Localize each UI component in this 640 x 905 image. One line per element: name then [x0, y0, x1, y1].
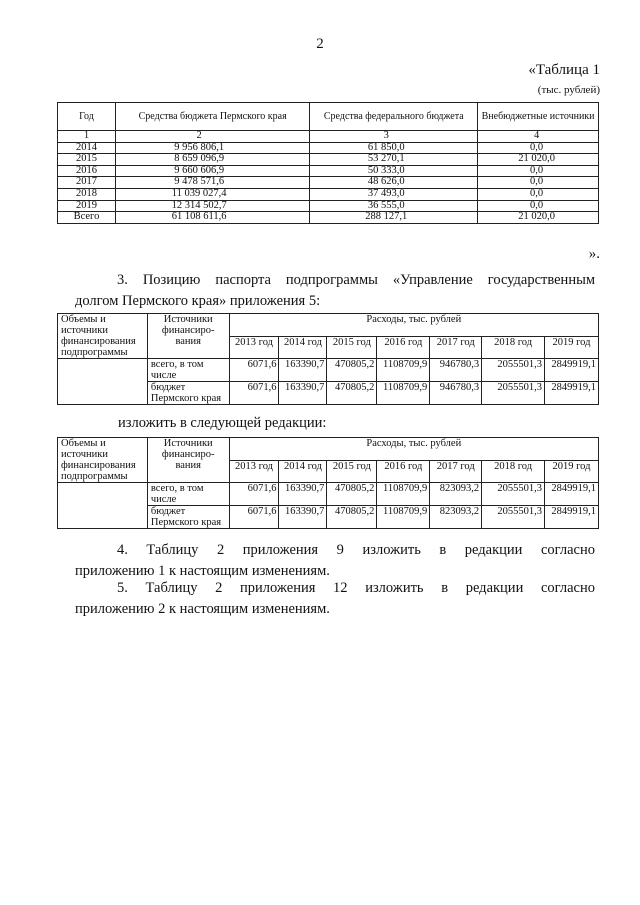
- value-cell: 470805,2: [327, 359, 377, 382]
- value-cell: 1108709,9: [377, 506, 430, 529]
- value-cell: 946780,3: [430, 382, 482, 405]
- change-instruction: изложить в следующей редакции:: [118, 415, 327, 431]
- table-row: [58, 359, 599, 382]
- value-cell: 2055501,3: [482, 483, 545, 506]
- table-cell: 2015: [58, 154, 116, 166]
- value-cell: 1108709,9: [377, 382, 430, 405]
- year-cell: 2015 год: [327, 336, 377, 359]
- year-cell: 2017 год: [430, 460, 482, 483]
- value-cell: 823093,2: [430, 506, 482, 529]
- header-regional-budget: Средства бюджета Пермского края: [115, 103, 310, 131]
- value-cell: 6071,6: [229, 506, 279, 529]
- year-cell: 2016 год: [377, 460, 430, 483]
- value-cell: 2849919,1: [544, 483, 598, 506]
- value-cell: 2055501,3: [482, 382, 545, 405]
- table-row: [58, 154, 599, 166]
- table-cell: 2017: [58, 177, 116, 189]
- empty-cell: [58, 359, 148, 405]
- header-federal-budget: Средства федерального бюджета: [310, 103, 478, 131]
- value-cell: 163390,7: [279, 359, 327, 382]
- paragraph-line: приложению 2 к настоящим изменениям.: [75, 601, 330, 617]
- value-cell: 2849919,1: [544, 382, 598, 405]
- table-cell: 61 850,0: [310, 142, 478, 154]
- table-row: [58, 188, 599, 200]
- closing-quote: ».: [588, 246, 600, 262]
- table-cell: 9 478 571,6: [115, 177, 310, 189]
- empty-cell: [58, 483, 148, 529]
- table-cell: 0,0: [478, 188, 599, 200]
- value-cell: 470805,2: [327, 483, 377, 506]
- value-cell: 1108709,9: [377, 483, 430, 506]
- year-cell: 2014 год: [279, 460, 327, 483]
- table-cell: 2014: [58, 142, 116, 154]
- value-cell: 163390,7: [279, 506, 327, 529]
- paragraph-line: 5. Таблицу 2 приложения 12 изложить в редакции согласно: [117, 580, 595, 596]
- year-cell: 2019 год: [544, 460, 598, 483]
- table-cell: 37 493,0: [310, 188, 478, 200]
- value-cell: 946780,3: [430, 359, 482, 382]
- value-cell: 2055501,3: [482, 506, 545, 529]
- year-cell: 2018 год: [482, 460, 545, 483]
- table-row: [58, 200, 599, 212]
- paragraph-4: [75, 540, 595, 582]
- table-cell: 53 270,1: [310, 154, 478, 166]
- table-cell: 11 039 027,4: [115, 188, 310, 200]
- year-cell: 2014 год: [279, 336, 327, 359]
- sources-header: Источники финансиро-вания: [147, 438, 229, 483]
- year-cell: 2013 год: [229, 336, 279, 359]
- table-units: (тыс. рублей): [537, 84, 600, 96]
- value-cell: 823093,2: [430, 483, 482, 506]
- value-cell: 6071,6: [229, 382, 279, 405]
- year-cell: 2015 год: [327, 460, 377, 483]
- table-header-row: [58, 103, 599, 131]
- table-cell: 2: [115, 131, 310, 143]
- table-cell: 12 314 502,7: [115, 200, 310, 212]
- sources-header: Источники финансиро-вания: [147, 314, 229, 359]
- value-cell: 163390,7: [279, 483, 327, 506]
- row-label: всего, в том числе: [147, 483, 229, 506]
- value-cell: 163390,7: [279, 382, 327, 405]
- table-row: [58, 165, 599, 177]
- table-cell: 50 333,0: [310, 165, 478, 177]
- table-cell: 61 108 611,6: [115, 212, 310, 224]
- expenses-header: Расходы, тыс. рублей: [229, 438, 598, 461]
- paragraph-line: долгом Пермского края» приложения 5:: [75, 293, 321, 309]
- year-cell: 2016 год: [377, 336, 430, 359]
- paragraph-line: приложению 1 к настоящим изменениям.: [75, 563, 330, 579]
- header-extrabudgetary: Внебюджетные источники: [478, 103, 599, 131]
- value-cell: 6071,6: [229, 483, 279, 506]
- passport-table-old: [57, 313, 599, 405]
- table-cell: 288 127,1: [310, 212, 478, 224]
- year-cell: 2017 год: [430, 336, 482, 359]
- table-row: [58, 142, 599, 154]
- table-cell: 21 020,0: [478, 154, 599, 166]
- expenses-header: Расходы, тыс. рублей: [229, 314, 598, 337]
- value-cell: 2849919,1: [544, 359, 598, 382]
- year-cell: 2019 год: [544, 336, 598, 359]
- table-cell: 9 956 806,1: [115, 142, 310, 154]
- paragraph-3: [75, 270, 595, 312]
- paragraph-5: [75, 578, 595, 620]
- table-caption: «Таблица 1: [528, 62, 600, 78]
- table-cell: 21 020,0: [478, 212, 599, 224]
- table-index-row: [58, 131, 599, 143]
- passport-label-cell: Объемы и источники финансирования подпрограммы: [58, 314, 148, 359]
- table-cell: 0,0: [478, 142, 599, 154]
- year-cell: 2018 год: [482, 336, 545, 359]
- table-row: [58, 177, 599, 189]
- value-cell: 1108709,9: [377, 359, 430, 382]
- table-cell: 9 660 606,9: [115, 165, 310, 177]
- page-number: 2: [316, 36, 324, 52]
- table-cell: 2016: [58, 165, 116, 177]
- value-cell: 2849919,1: [544, 506, 598, 529]
- table-cell: 0,0: [478, 165, 599, 177]
- value-cell: 470805,2: [327, 382, 377, 405]
- year-cell: 2013 год: [229, 460, 279, 483]
- table-cell: 2018: [58, 188, 116, 200]
- table-cell: 4: [478, 131, 599, 143]
- table-cell: 1: [58, 131, 116, 143]
- value-cell: 2055501,3: [482, 359, 545, 382]
- table-row: [58, 483, 599, 506]
- table-cell: 0,0: [478, 177, 599, 189]
- value-cell: 6071,6: [229, 359, 279, 382]
- passport-table-new: [57, 437, 599, 529]
- value-cell: 470805,2: [327, 506, 377, 529]
- table-cell: 3: [310, 131, 478, 143]
- funding-table: [57, 102, 599, 224]
- table-cell: 48 626,0: [310, 177, 478, 189]
- table-cell: 0,0: [478, 200, 599, 212]
- table-cell: 8 659 096,9: [115, 154, 310, 166]
- passport-label-cell: Объемы и источники финансирования подпрограммы: [58, 438, 148, 483]
- paragraph-line: 4. Таблицу 2 приложения 9 изложить в редакции согласно: [117, 542, 595, 558]
- table-cell: Всего: [58, 212, 116, 224]
- table-cell: 2019: [58, 200, 116, 212]
- row-label: бюджет Пермского края: [147, 506, 229, 529]
- paragraph-line: 3. Позицию паспорта подпрограммы «Управление государственным: [117, 272, 595, 288]
- row-label: всего, в том числе: [147, 359, 229, 382]
- row-label: бюджет Пермского края: [147, 382, 229, 405]
- header-year: Год: [58, 103, 116, 131]
- table-total-row: [58, 212, 599, 224]
- table-cell: 36 555,0: [310, 200, 478, 212]
